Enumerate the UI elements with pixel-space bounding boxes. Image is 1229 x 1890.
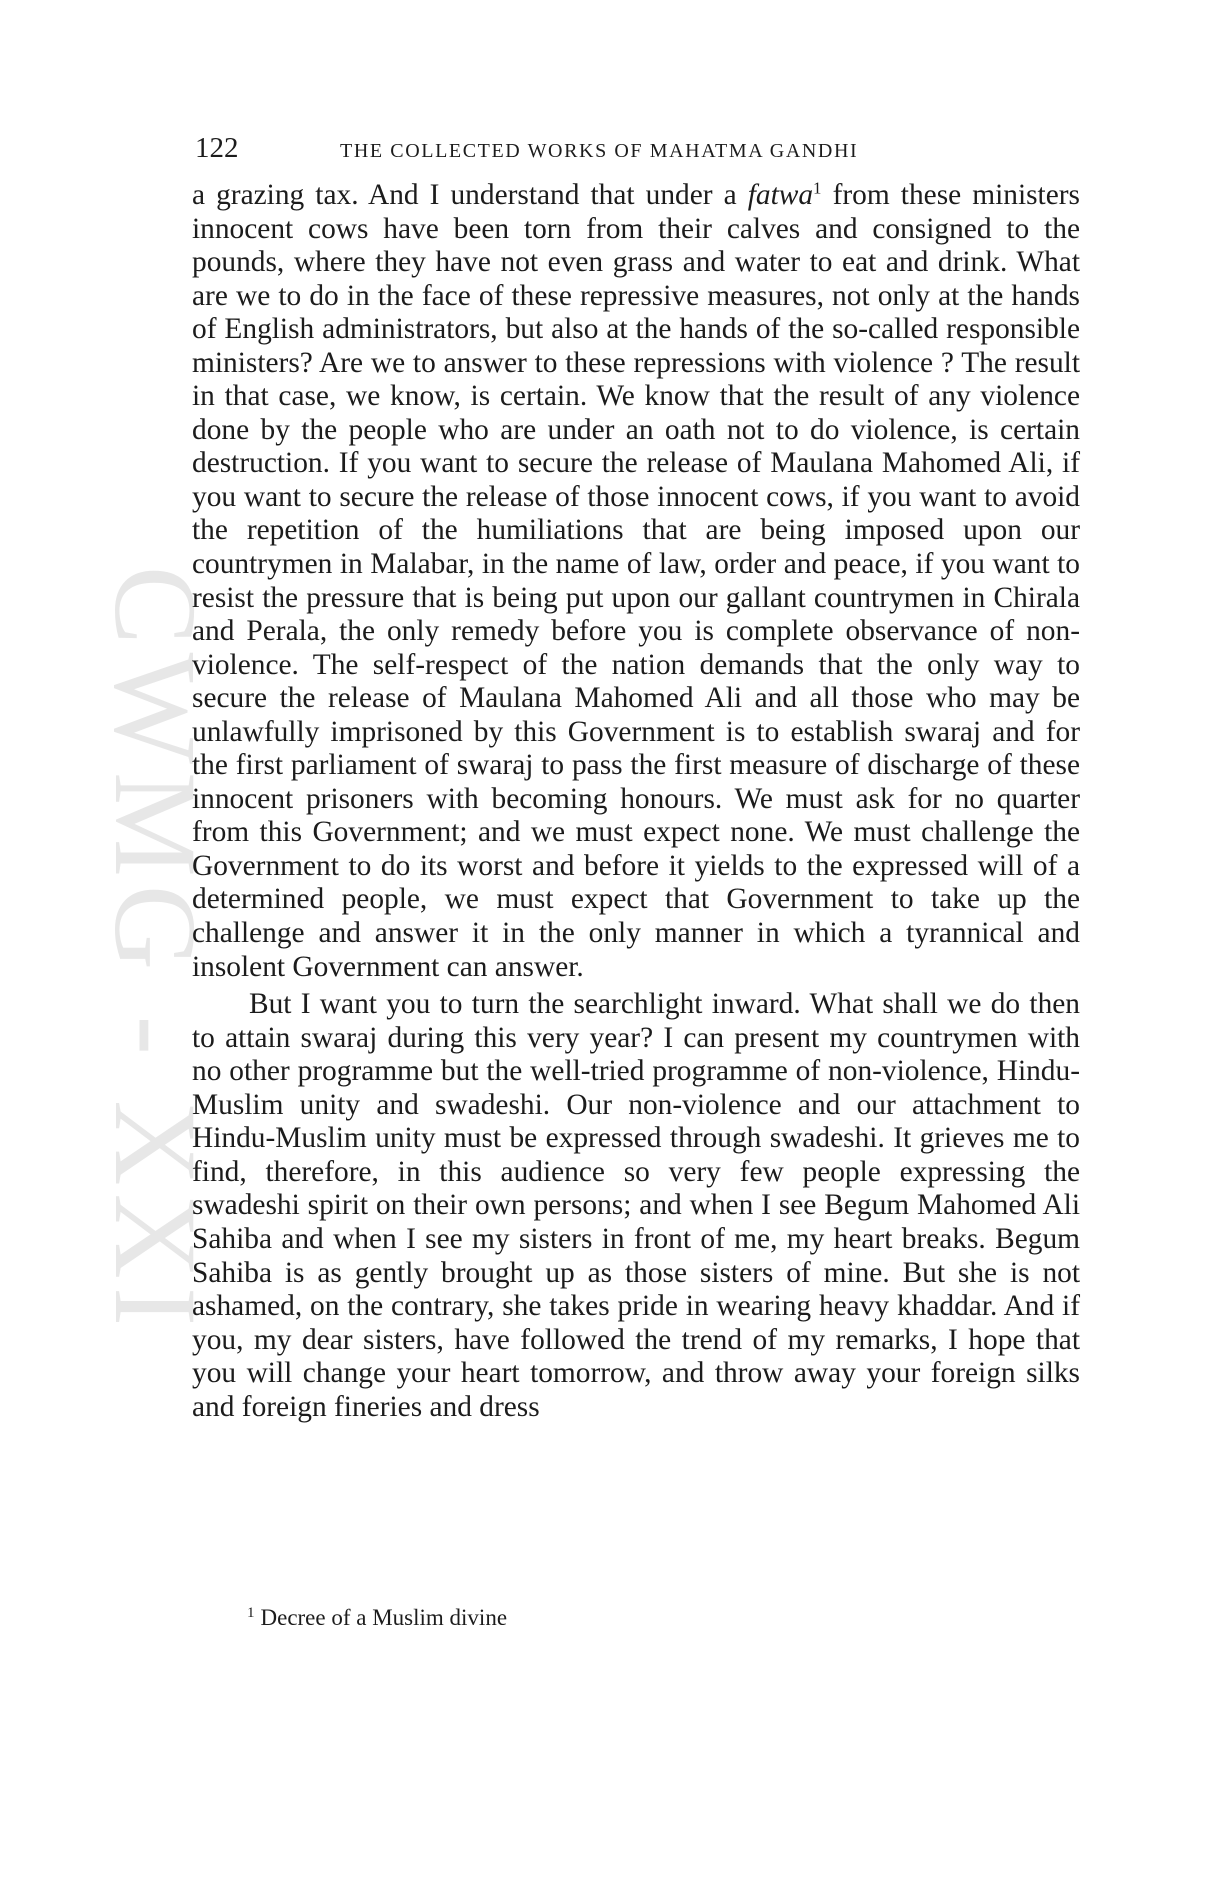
footnote-number: 1: [247, 1604, 255, 1621]
paragraph-1-rest: from these ministers innocent cows have been torn from their calves and consigned to the pounds, where they have not even grass and water to eat and drink. What are we to do in the face of these repressive measures, not only at the hands of English administrators, but also at the hands of the so-called responsible ministers? Are we to answer to these repressions with violence ? The result in that case, we know, is certain. We know that the result of any violence done by the people who are under an oath not to do violence, is certain destruction. If you want to secure the release of Maulana Mahomed Ali, if you want to secure the release of those innocent cows, if you want to avoid the repetition of the humiliations that are being imposed upon our countrymen in Malabar, in the name of law, order and peace, if you want to resist the pressure that is being put upon our gallant countrymen in Chirala and Perala, the only remedy before you is complete observance of non-violence. The self-respect of the nation demands that the only way to secure the release of Maulana Mahomed Ali and all those who may be unlawfully imprisoned by this Government is to establish swaraj and for the first parliament of swaraj to pass the first measure of discharge of these innocent prisoners with becoming honours. We must ask for no quarter from this Government; and we must expect none. We must challenge the Government to do its worst and before it yields to the expressed will of a determined people, we must expect that Government to take up the challenge and answer it in the only manner in which a tyrannical and insolent Government can answer.: [192, 179, 1080, 983]
footnote-reference: 1: [813, 178, 822, 198]
running-title: THE COLLECTED WORKS OF MAHATMA GANDHI: [340, 140, 859, 162]
watermark-text: CWMG - XXI: [90, 565, 221, 1335]
fatwa-term: fatwa: [747, 179, 814, 211]
paragraph-2: But I want you to turn the searchlight inward. What shall we do then to attain swaraj during this very year? I can present my countrymen with no other programme but the well-tried programme of non-violence, Hindu-Muslim unity and swadeshi. Our non-violence and our attachment to Hindu-Muslim unity must be expressed through swadeshi. It grieves me to find, therefore, in this audience so very few people expressing the swadeshi spirit on their own persons; and when I see Begum Mahomed Ali Sahiba and when I see my sisters in front of me, my heart breaks. Begum Sahiba is as gently brought up as those sisters of mine. But she is not ashamed, on the contrary, she takes pride in wearing heavy khaddar. And if you, my dear sisters, have followed the trend of my remarks, I hope that you will change your heart tomorrow, and throw away your foreign silks and foreign fineries and dress: [192, 988, 1080, 1423]
running-head: [195, 128, 1085, 168]
footnote: [247, 1603, 507, 1633]
footnote-text: Decree of a Muslim divine: [260, 1605, 508, 1630]
body-text: [192, 179, 1080, 1424]
paragraph-1-lead: a grazing tax. And I understand that under a: [192, 179, 748, 211]
page-number: 122: [195, 132, 239, 164]
paragraph-1: [192, 179, 1080, 984]
